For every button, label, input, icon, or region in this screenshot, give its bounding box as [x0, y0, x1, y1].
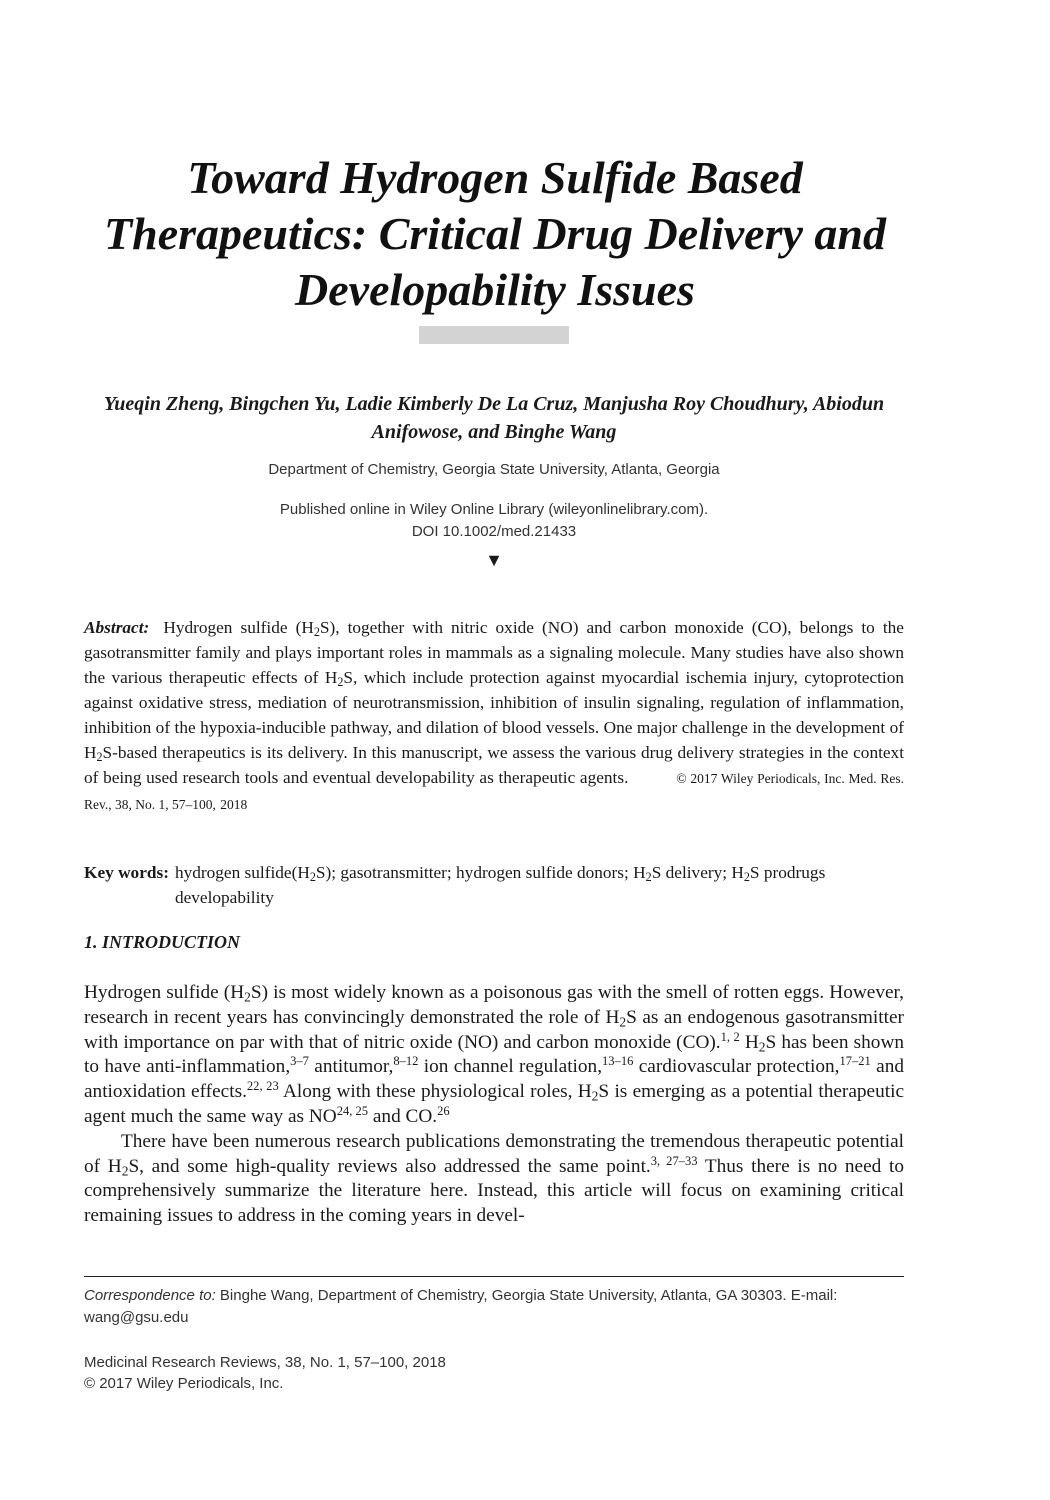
reference-superscript: 26: [437, 1104, 450, 1119]
subscript-2: 2: [309, 870, 316, 885]
introduction-body: [84, 981, 904, 1229]
subscript-2: 2: [96, 750, 103, 765]
subscript-2: 2: [121, 1162, 129, 1178]
text-run: There have been numerous research publications demonstrating the tremendous therapeutic potential of H: [84, 1130, 904, 1177]
text-run: antitumor,: [308, 1056, 394, 1078]
abstract-citation-year: 2018: [220, 797, 248, 812]
abstract: [84, 615, 904, 817]
section-heading-introduction: 1. INTRODUCTION: [84, 932, 241, 952]
subscript-2: 2: [758, 1038, 766, 1054]
text-run: ion channel regulation,: [418, 1056, 603, 1078]
subscript-2: 2: [337, 675, 344, 690]
author-list: Yueqin Zheng, Bingchen Yu, Ladie Kimberly De La Cruz, Manjusha Roy Choudhury, Abiodun Anifowose, and Binghe Wang: [103, 393, 885, 443]
text-run: S, and some high-quality reviews also addressed the same point.: [128, 1155, 651, 1177]
reference-superscript: 13–16: [602, 1054, 634, 1069]
abstract-text: S-based therapeutics is its delivery. In this manuscript, we assess the various drug delivery strategies in the context of being used research tools and eventual developability as therapeutic agents.: [84, 743, 904, 787]
reference-superscript: 22, 23: [246, 1079, 279, 1094]
keyword-segment: hydrogen sulfide(H: [174, 863, 310, 882]
correspondence-note: [84, 1285, 904, 1329]
abstract-text: S, which include protection against myocardial ischemia injury, cytoprotection against oxidative stress, mediation of neurotransmission, inhibition of insulin signaling, regulation of inflammation, inhibition of the hypoxia-inducible pathway, and dilation of blood vessels. One major challenge in the development of H: [84, 668, 905, 762]
subscript-2: 2: [619, 1014, 627, 1030]
text-run: Thus there is no need to comprehensively summarize the literature here. Instead, this article will focus on examining critical remaining issues to address in the coming years in devel-: [84, 1155, 905, 1227]
reference-superscript: 3–7: [290, 1054, 309, 1069]
abstract-label: Abstract:: [84, 618, 150, 637]
abstract-text: Hydrogen sulfide (H: [163, 618, 314, 637]
journal-footer: [84, 1352, 904, 1394]
affiliation: Department of Chemistry, Georgia State University, Atlanta, Georgia: [268, 461, 720, 478]
publication-info: [84, 499, 904, 543]
subscript-2: 2: [244, 989, 251, 1005]
text-run: cardiovascular protection,: [633, 1056, 840, 1078]
reference-superscript: 3, 27–33: [650, 1153, 698, 1168]
correspondence-text: Binghe Wang, Department of Chemistry, Georgia State University, Atlanta, GA 30303. E-mail: wang@gsu.edu: [84, 1287, 838, 1326]
journal-citation: Medicinal Research Reviews, 38, No. 1, 57–100, 2018: [84, 1354, 446, 1371]
keyword-segment: S delivery; H: [651, 863, 744, 882]
doi-line: DOI 10.1002/med.21433: [411, 523, 577, 540]
reference-superscript: 24, 25: [336, 1104, 369, 1119]
text-run: S as an endogenous gasotransmitter with importance on par with that of nitric oxide (NO) and carbon monoxide (CO).: [84, 1006, 904, 1053]
abstract-citation: © 2017 Wiley Periodicals, Inc. Med. Res. Rev., 38, No. 1, 57–100,: [84, 771, 904, 812]
down-triangle-icon: ▼: [485, 550, 503, 570]
text-run: S has been shown to have anti-inflammation,: [84, 1031, 905, 1078]
subscript-2: 2: [743, 870, 750, 885]
keywords-text: [175, 860, 904, 910]
text-run: and CO.: [368, 1105, 438, 1127]
subscript-2: 2: [645, 870, 652, 885]
subscript-2: 2: [591, 1088, 599, 1104]
copyright-notice: © 2017 Wiley Periodicals, Inc.: [84, 1375, 284, 1392]
text-run: and antioxidation effects.: [84, 1056, 904, 1103]
keyword-segment: S prodrugs developability: [174, 863, 826, 907]
reference-superscript: 8–12: [393, 1054, 419, 1069]
keywords-label: Key words:: [84, 863, 169, 882]
text-run: H: [739, 1031, 759, 1053]
correspondence-label: Correspondence to:: [84, 1287, 216, 1304]
reference-superscript: 17–21: [839, 1054, 871, 1069]
published-online-line: Published online in Wiley Online Library (wileyonlinelibrary.com).: [279, 501, 709, 518]
footnote-divider: [84, 1276, 904, 1277]
text-run: S) is most widely known as a poisonous gas with the smell of rotten eggs. However, research in recent years has convincingly demonstrated the role of H: [84, 982, 904, 1028]
title-decoration-bar: [419, 326, 569, 344]
reference-superscript: 1, 2: [720, 1029, 740, 1044]
text-run: Hydrogen sulfide (H: [84, 982, 245, 1003]
intro-paragraph-1: [84, 981, 904, 1130]
article-title: Toward Hydrogen Sulfide Based Therapeutics: Critical Drug Delivery and Developability Issues: [104, 152, 886, 315]
subscript-2: 2: [313, 625, 320, 640]
intro-paragraph-2: [84, 1130, 904, 1229]
keyword-segment: S); gasotransmitter; hydrogen sulfide donors; H: [315, 863, 646, 882]
keywords: [84, 860, 904, 910]
text-run: Along with these physiological roles, H: [278, 1081, 592, 1103]
text-run: S is emerging as a potential therapeutic agent much the same way as NO: [84, 1081, 905, 1127]
abstract-text: S), together with nitric oxide (NO) and carbon monoxide (CO), belongs to the gasotransmitter family and plays important roles in mammals as a signaling molecule. Many studies have also shown the various therapeutic effects of H: [84, 618, 904, 687]
